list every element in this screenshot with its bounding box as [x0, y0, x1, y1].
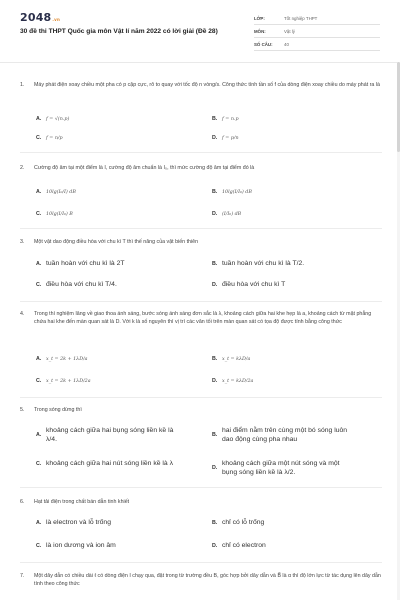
option-2b[interactable]	[212, 189, 252, 195]
option-3a[interactable]	[36, 260, 125, 267]
question-separator	[20, 301, 382, 302]
option-letter: A.	[36, 356, 42, 362]
option-letter: A.	[36, 260, 42, 267]
meta-row-question-count	[254, 38, 380, 51]
brand-logo[interactable]	[20, 11, 60, 24]
option-letter: A.	[36, 432, 42, 438]
document-meta	[254, 12, 380, 51]
option-6c[interactable]	[36, 542, 116, 549]
option-letter: B.	[212, 519, 218, 526]
question-number: 2.	[20, 165, 25, 171]
page-header	[0, 0, 400, 62]
option-text: là ion dương và ion âm	[46, 542, 116, 549]
question-text	[20, 238, 382, 246]
option-4d[interactable]	[212, 378, 253, 384]
question-text	[20, 164, 382, 172]
question-body: Máy phát điện xoay chiều một pha có p cặp cực, rô to quay với tốc độ n vòng/s. Công thức tính tần số f của dòng điện xoay chiều do máy phát ra là	[34, 82, 380, 88]
option-letter: A.	[36, 519, 42, 526]
brand-name: 2048	[20, 11, 52, 24]
question-separator	[20, 152, 382, 153]
question-separator	[20, 228, 382, 229]
question-number: 4.	[20, 311, 25, 317]
option-1c[interactable]	[36, 135, 63, 141]
brand-suffix: .vn	[52, 17, 60, 22]
question-number: 1.	[20, 82, 25, 88]
option-letter: B.	[212, 356, 218, 362]
option-text: khoảng cách giữa hai bụng sóng liền kề là λ/4.	[46, 427, 174, 443]
option-2a[interactable]	[36, 189, 76, 195]
option-5d[interactable]	[212, 459, 354, 477]
option-text: điều hòa với chu kì T/4.	[46, 281, 117, 288]
question-1	[20, 81, 382, 89]
question-text	[20, 498, 382, 506]
option-4b[interactable]	[212, 356, 250, 362]
option-4c[interactable]	[36, 378, 91, 384]
question-body: Cường độ âm tại một điểm là I, cường độ âm chuẩn là I₀, thì mức cường độ âm tại điểm đó là	[34, 165, 255, 171]
option-1d[interactable]	[212, 135, 239, 141]
option-letter: C.	[36, 378, 42, 384]
option-5c[interactable]	[36, 459, 178, 468]
meta-label: LỚP:	[254, 15, 265, 21]
option-letter: B.	[212, 260, 218, 267]
question-separator	[20, 397, 382, 398]
question-7	[20, 572, 382, 588]
question-body: Hạt tải điện trong chất bán dẫn tinh khiết	[34, 499, 130, 505]
question-body: Một dây dẫn có chiều dài ℓ có dòng điện I chạy qua, đặt trong từ trường đều B, góc hợp bởi dây dẫn và B⃗ là α thì độ lớn lực từ tác dụng lên dây dẫn tính theo công thức	[34, 573, 381, 587]
meta-label: MÔN:	[254, 28, 266, 34]
header-divider	[0, 62, 400, 63]
option-letter: D.	[212, 378, 218, 384]
option-2d[interactable]	[212, 211, 241, 217]
option-letter: C.	[36, 460, 42, 467]
option-letter: B.	[212, 432, 218, 438]
option-text: f = n/p	[46, 135, 63, 141]
option-letter: C.	[36, 211, 42, 217]
option-4a[interactable]	[36, 356, 88, 362]
option-text: 10lg(I/I₀) B	[46, 211, 73, 217]
option-text: điều hòa với chu kì T	[222, 281, 286, 288]
option-letter: C.	[36, 542, 42, 549]
question-number: 5.	[20, 407, 25, 413]
meta-value: 40	[284, 41, 289, 47]
option-letter: B.	[212, 189, 218, 195]
option-text: hai điểm nằm trên cùng một bó sóng luôn dao động cùng pha nhau	[222, 427, 348, 443]
option-text: tuần hoàn với chu kì là T/2.	[222, 260, 305, 267]
option-text: x_t = kλD/a	[222, 356, 251, 362]
question-body: Trong sóng dừng thì	[34, 407, 82, 413]
option-3c[interactable]	[36, 281, 117, 288]
option-text: f = √(n.p)	[46, 116, 70, 122]
option-text: 10lg(I₀/I) dB	[46, 189, 76, 195]
option-letter: A.	[36, 189, 42, 195]
meta-value: Tốt nghiệp THPT	[284, 15, 318, 21]
question-number: 7.	[20, 573, 25, 579]
option-text: x_t = kλD/2a	[222, 378, 254, 384]
option-3b[interactable]	[212, 260, 304, 267]
question-text	[20, 406, 382, 414]
question-separator	[20, 487, 382, 488]
option-letter: D.	[212, 211, 218, 217]
option-text: chỉ có lỗ trống	[222, 519, 265, 526]
question-3	[20, 238, 382, 246]
question-2	[20, 164, 382, 172]
option-text: f = n.p	[222, 116, 239, 122]
option-3d[interactable]	[212, 281, 285, 288]
question-text	[20, 572, 382, 588]
option-text: f = p/n	[222, 135, 239, 141]
option-letter: C.	[36, 281, 42, 288]
option-5a[interactable]	[36, 426, 178, 444]
question-text	[20, 310, 382, 326]
option-text: x_t = 2k + 1λD/2a	[46, 378, 91, 384]
option-1b[interactable]	[212, 116, 239, 122]
question-6	[20, 498, 382, 506]
document-title: 30 đề thi THPT Quốc gia môn Vật lí năm 2022 có lời giải (Đề 28)	[20, 28, 218, 35]
option-text: khoảng cách giữa hai nút sóng liền kề là λ	[46, 460, 173, 467]
option-6b[interactable]	[212, 519, 264, 526]
option-letter: C.	[36, 135, 42, 141]
meta-value: Vật lý	[284, 28, 295, 34]
option-text: (I/I₀) dB	[222, 211, 242, 217]
option-1a[interactable]	[36, 116, 69, 122]
option-letter: D.	[212, 465, 218, 471]
question-number: 6.	[20, 499, 25, 505]
question-text	[20, 81, 382, 89]
question-4	[20, 310, 382, 326]
option-letter: A.	[36, 116, 42, 122]
option-text: là electron và lỗ trống	[46, 519, 111, 526]
option-letter: D.	[212, 542, 218, 549]
option-6d[interactable]	[212, 542, 266, 549]
option-2c[interactable]	[36, 211, 73, 217]
meta-row-subject	[254, 25, 380, 38]
question-body: Một vật dao động điều hòa với chu kì T thì thế năng của vật biến thiên	[34, 239, 199, 245]
option-6a[interactable]	[36, 519, 111, 526]
option-letter: D.	[212, 135, 218, 141]
meta-row-class	[254, 12, 380, 25]
option-5b[interactable]	[212, 426, 354, 444]
option-text: chỉ có electron	[222, 542, 266, 549]
option-text: 10lg(I/I₀) dB	[222, 189, 252, 195]
option-letter: D.	[212, 281, 218, 288]
question-number: 3.	[20, 239, 25, 245]
option-text: khoảng cách giữa một nút sóng và một bụng sóng liền kề là λ/2.	[222, 460, 340, 476]
question-5	[20, 406, 382, 414]
option-text: tuần hoàn với chu kì là 2T	[46, 260, 125, 267]
option-text: x_t = 2k + 1λD/a	[46, 356, 88, 362]
option-letter: B.	[212, 116, 218, 122]
question-body: Trong thí nghiệm Iâng về giao thoa ánh sáng, bước sóng ánh sáng đơn sắc là λ, khoảng cách giữa hai khe hẹp là a, khoảng cách từ mặt phẳng chứa hai khe đến màn quan sát là D. Với k là số nguyên thì vị trí các vân tối trên màn quan sát có tọa độ được tính bằng công thức	[34, 311, 372, 325]
question-separator	[20, 562, 382, 563]
meta-label: SỐ CÂU:	[254, 41, 273, 47]
